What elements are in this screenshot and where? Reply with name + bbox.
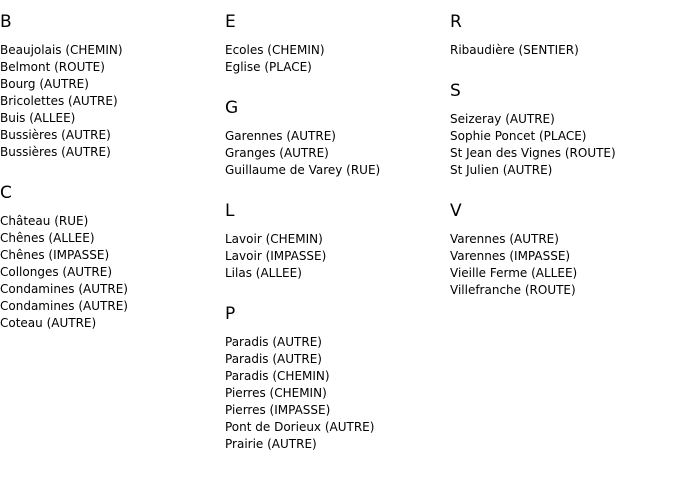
street-item: Château (RUE) (0, 214, 89, 228)
index-column-1 (0, 12, 220, 354)
street-list (225, 231, 445, 282)
letter-group (225, 304, 445, 453)
index-column-2 (225, 12, 445, 475)
street-item: Coteau (AUTRE) (0, 316, 97, 330)
group-letter-heading: E (225, 12, 236, 32)
letter-group (225, 201, 445, 282)
group-letter-heading: P (225, 304, 236, 324)
group-letter-heading: B (0, 12, 12, 32)
street-item: Granges (AUTRE) (225, 146, 329, 160)
letter-group (0, 12, 220, 161)
street-item: Belmont (ROUTE) (0, 60, 105, 74)
street-item: Condamines (AUTRE) (0, 299, 128, 313)
street-item: St Julien (AUTRE) (450, 163, 553, 177)
street-item: Villefranche (ROUTE) (450, 283, 576, 297)
street-item: Varennes (AUTRE) (450, 232, 559, 246)
letter-group (225, 12, 445, 76)
letter-group (450, 81, 670, 179)
street-item: Sophie Poncet (PLACE) (450, 129, 587, 143)
street-item: Buis (ALLEE) (0, 111, 76, 125)
street-item: Paradis (AUTRE) (225, 335, 322, 349)
letter-group (0, 183, 220, 332)
street-item: Ecoles (CHEMIN) (225, 43, 325, 57)
street-item: Guillaume de Varey (RUE) (225, 163, 381, 177)
street-item: Lavoir (IMPASSE) (225, 249, 327, 263)
group-letter-heading: R (450, 12, 462, 32)
street-list (225, 334, 445, 453)
street-item: Chênes (IMPASSE) (0, 248, 110, 262)
street-item: Varennes (IMPASSE) (450, 249, 571, 263)
group-letter-heading: L (225, 201, 235, 221)
street-list (225, 42, 445, 76)
index-column-3 (450, 12, 670, 321)
group-letter-heading: S (450, 81, 461, 101)
street-item: Beaujolais (CHEMIN) (0, 43, 123, 57)
street-item: Chênes (ALLEE) (0, 231, 95, 245)
street-item: Bussières (AUTRE) (0, 145, 111, 159)
street-item: Bricolettes (AUTRE) (0, 94, 118, 108)
street-item: Lavoir (CHEMIN) (225, 232, 323, 246)
street-item: Bourg (AUTRE) (0, 77, 89, 91)
street-item: Vieille Ferme (ALLEE) (450, 266, 578, 280)
street-list (450, 111, 670, 179)
group-letter-heading: G (225, 98, 239, 118)
group-letter-heading: C (0, 183, 12, 203)
street-list (450, 231, 670, 299)
letter-group (450, 201, 670, 299)
street-item: Condamines (AUTRE) (0, 282, 128, 296)
street-item: Prairie (AUTRE) (225, 437, 317, 451)
street-list (0, 213, 220, 332)
street-item: Eglise (PLACE) (225, 60, 312, 74)
street-item: St Jean des Vignes (ROUTE) (450, 146, 616, 160)
street-item: Bussières (AUTRE) (0, 128, 111, 142)
street-item: Pierres (CHEMIN) (225, 386, 327, 400)
street-list (225, 128, 445, 179)
street-item: Ribaudière (SENTIER) (450, 43, 579, 57)
group-letter-heading: V (450, 201, 462, 221)
letter-group (225, 98, 445, 179)
street-item: Garennes (AUTRE) (225, 129, 336, 143)
street-item: Pierres (IMPASSE) (225, 403, 331, 417)
street-item: Pont de Dorieux (AUTRE) (225, 420, 375, 434)
street-item: Collonges (AUTRE) (0, 265, 113, 279)
street-list (0, 42, 220, 161)
street-item: Paradis (CHEMIN) (225, 369, 330, 383)
letter-group (450, 12, 670, 59)
street-item: Paradis (AUTRE) (225, 352, 322, 366)
street-item: Seizeray (AUTRE) (450, 112, 555, 126)
street-list (450, 42, 670, 59)
street-item: Lilas (ALLEE) (225, 266, 302, 280)
